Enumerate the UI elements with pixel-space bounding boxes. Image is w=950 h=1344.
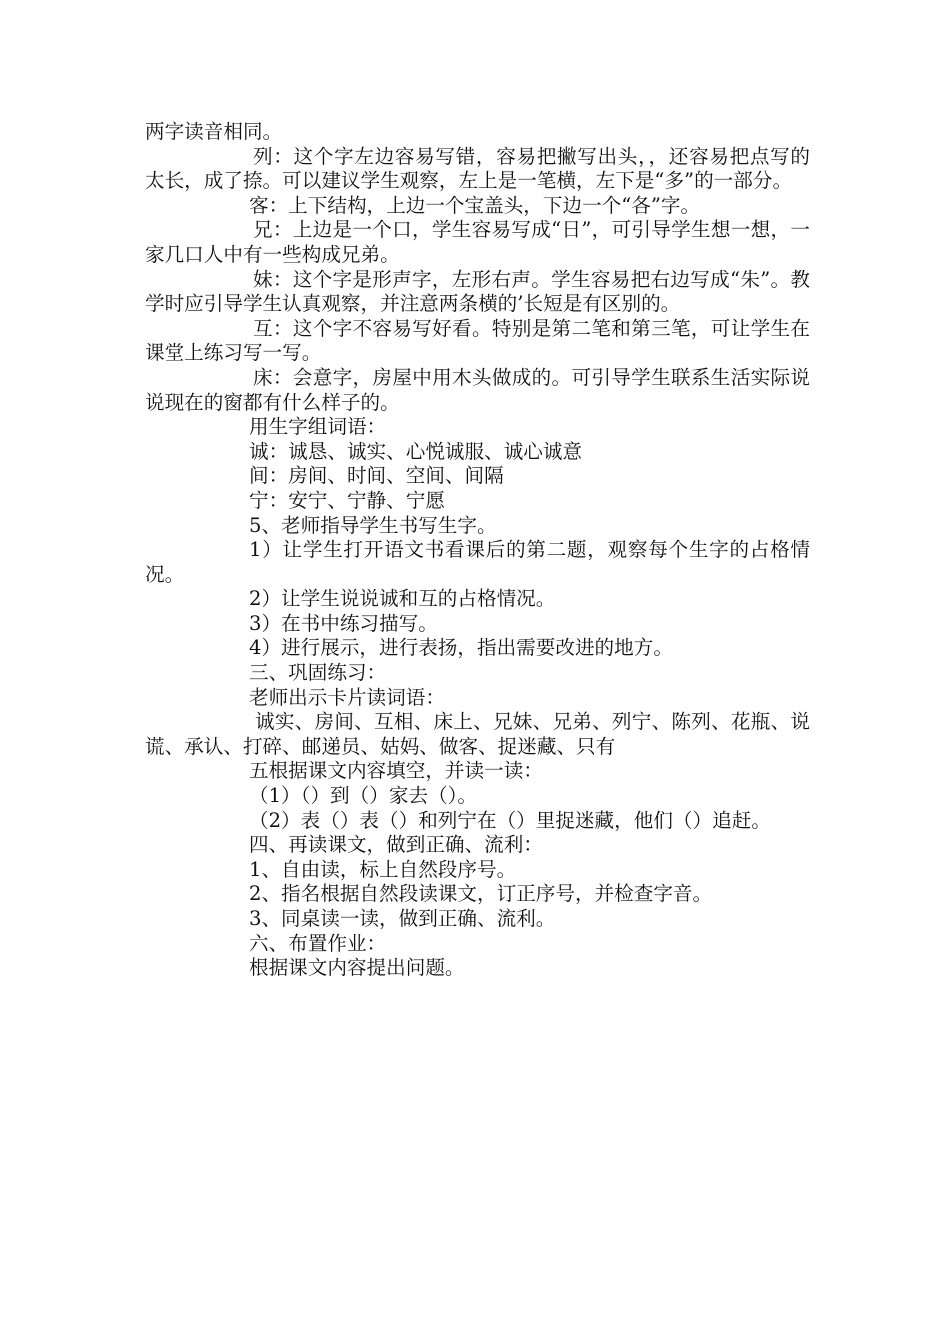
paragraph: 3、同桌读一读，做到正确、流利。 bbox=[249, 907, 556, 930]
paragraph: 妹：这个字是形声字，左形右声。学生容易把右边写成“朱”。教学时应引导学生认真观察，并注意两条横的’长短是有区别的。 bbox=[145, 267, 810, 316]
paragraph: 诚实、房间、互相、床上、兄妹、兄弟、列宁、陈列、花瓶、说谎、承认、打碎、邮递员、姑妈、做客、捉迷藏、只有 bbox=[145, 710, 810, 758]
paragraph: 宁：安宁、宁静、宁愿 bbox=[249, 488, 445, 512]
paragraph: 4）进行展示，进行表扬，指出需要改进的地方。 bbox=[249, 636, 673, 660]
paragraph: 老师出示卡片读词语： bbox=[249, 685, 445, 709]
paragraph: 六、布置作业： bbox=[249, 931, 387, 955]
paragraph: （2）表（）表（）和列宁在（）里捉迷藏，他们（）追赶。 bbox=[249, 808, 771, 832]
paragraph: 五根据课文内容填空，并读一读： bbox=[249, 759, 543, 783]
paragraph: 用生字组词语： bbox=[249, 415, 387, 439]
paragraph: 诚：诚恳、诚实、心悦诚服、诚心诚意 bbox=[249, 439, 583, 463]
paragraph: 三、巩固练习： bbox=[249, 661, 387, 685]
paragraph: 四、再读课文，做到正确、流利： bbox=[249, 833, 543, 857]
paragraph: 互：这个字不容易写好看。特别是第二笔和第三笔，可让学生在课堂上练习写一写。 bbox=[145, 316, 810, 365]
paragraph: 两字读音相同。 bbox=[145, 120, 283, 143]
paragraph: 1）让学生打开语文书看课后的第二题，观察每个生字的占格情况。 bbox=[145, 538, 810, 586]
paragraph: 列：这个字左边容易写错，容易把撇写出头，，还容易把点写的太长，成了捺。可以建议学生观察，左上是一笔横，左下是“多”的一部分。 bbox=[145, 144, 810, 193]
paragraph: 2、指名根据自然段读课文，订正序号，并检查字音。 bbox=[249, 882, 713, 906]
paragraph: 根据课文内容提出问题。 bbox=[249, 956, 465, 980]
paragraph: 1、自由读，标上自然段序号。 bbox=[249, 857, 517, 881]
paragraph: 间：房间、时间、空间、间隔 bbox=[249, 464, 504, 488]
paragraph: 5、老师指导学生书写生字。 bbox=[249, 513, 497, 537]
paragraph: 客：上下结构，上边一个宝盖头，下边一个“各”字。 bbox=[249, 193, 701, 217]
document-body bbox=[145, 120, 810, 981]
paragraph: 2）让学生说说诚和互的占格情况。 bbox=[249, 587, 556, 611]
paragraph: 3）在书中练习描写。 bbox=[249, 611, 438, 635]
paragraph: 兄：上边是一个口，学生容易写成“日”，可引导学生想一想，一家几口人中有一些构成兄弟。 bbox=[145, 218, 810, 266]
paragraph: （1）（）到（）家去（）。 bbox=[249, 784, 477, 808]
paragraph: 床：会意字，房屋中用木头做成的。可引导学生联系生活实际说说现在的窗都有什么样子的。 bbox=[145, 365, 810, 414]
